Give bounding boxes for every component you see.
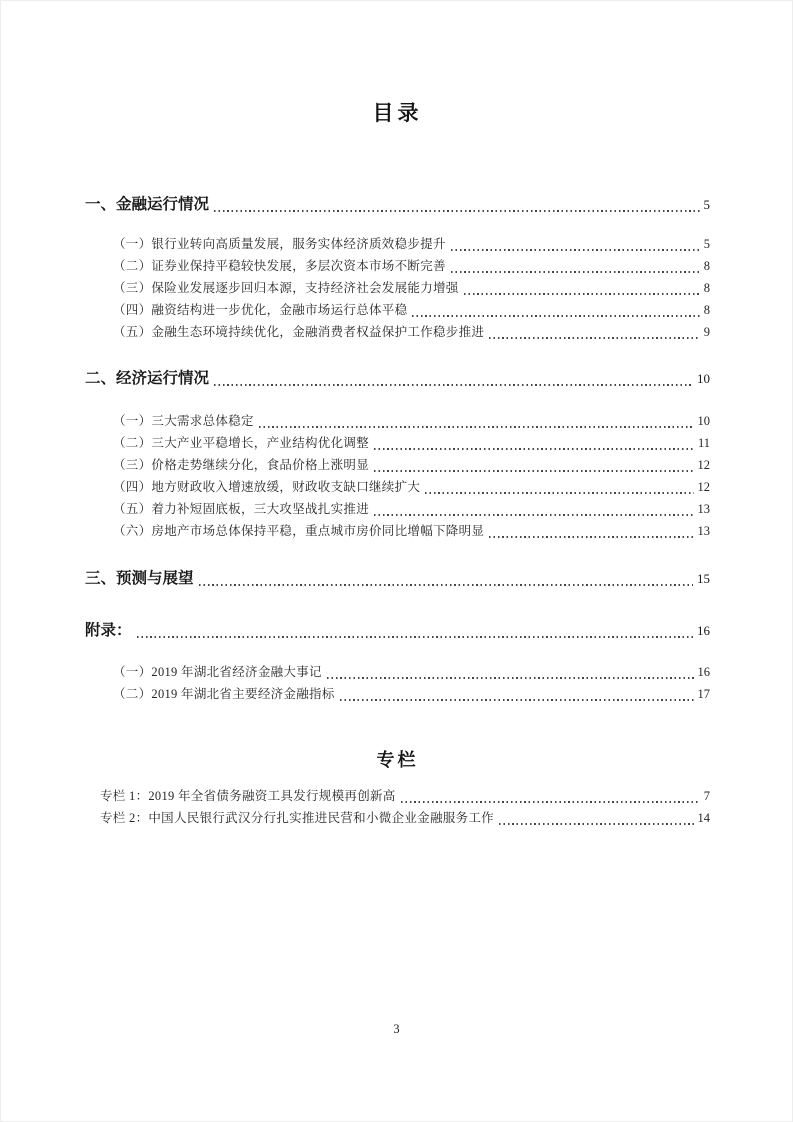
dot-leader <box>137 636 693 638</box>
columns-title: 专栏 <box>376 750 419 770</box>
toc-item-row[interactable] <box>113 476 710 498</box>
page-title: 目录 <box>372 102 423 125</box>
toc-section-items <box>85 410 710 542</box>
dot-leader <box>412 315 699 317</box>
toc-section-page: 5 <box>703 197 710 212</box>
dot-leader <box>401 801 700 803</box>
column-item-row[interactable] <box>100 785 710 807</box>
dot-leader <box>464 293 700 295</box>
toc-section-row[interactable] <box>85 568 710 590</box>
toc-item-row[interactable] <box>113 683 710 705</box>
dot-leader <box>327 677 694 679</box>
toc-item-page: 9 <box>703 325 710 339</box>
dot-leader <box>489 337 700 339</box>
toc-item-label: （一）三大需求总体稳定 <box>113 414 254 428</box>
toc-section-label: 附录： <box>85 622 132 639</box>
toc-item-label: （四）地方财政收入增速放缓，财政收支缺口继续扩大 <box>113 480 421 494</box>
dot-leader <box>340 699 694 701</box>
column-item-page: 7 <box>703 789 710 803</box>
toc-item-label: （二）证券业保持平稳较快发展，多层次资本市场不断完善 <box>113 259 446 273</box>
toc-section-label: 一、金融运行情况 <box>85 196 210 213</box>
toc-item-page: 17 <box>697 687 710 701</box>
toc-item-page: 11 <box>697 436 710 450</box>
toc-item-row[interactable] <box>113 410 710 432</box>
toc-section-page: 15 <box>697 571 710 586</box>
dot-leader <box>489 536 693 538</box>
dot-leader <box>425 492 693 494</box>
toc-item-page: 12 <box>697 458 710 472</box>
dot-leader <box>259 426 694 428</box>
toc-item-row[interactable] <box>113 277 710 299</box>
toc-item-row[interactable] <box>113 454 710 476</box>
dot-leader <box>499 823 694 825</box>
footer-page-number: 3 <box>393 1022 400 1036</box>
toc-item-page: 13 <box>697 524 710 538</box>
toc-item-label: （一）银行业转向高质量发展，服务实体经济质效稳步提升 <box>113 237 446 251</box>
toc-item-label: （二）三大产业平稳增长，产业结构优化调整 <box>113 436 370 450</box>
dot-leader <box>199 584 693 586</box>
toc-item-row[interactable] <box>113 520 710 542</box>
dot-leader <box>451 271 700 273</box>
dot-leader <box>374 470 693 472</box>
toc-item-page: 12 <box>697 480 710 494</box>
toc-section-page: 16 <box>697 623 710 638</box>
dot-leader <box>451 249 700 251</box>
toc-item-label: （六）房地产市场总体保持平稳，重点城市房价同比增幅下降明显 <box>113 524 485 538</box>
toc-item-row[interactable] <box>113 299 710 321</box>
toc-section-row[interactable] <box>85 194 710 216</box>
toc-item-row[interactable] <box>113 432 710 454</box>
toc-item-page: 8 <box>703 281 710 295</box>
toc-section-page: 10 <box>697 371 710 386</box>
toc-item-page: 5 <box>703 237 710 251</box>
column-item-label: 专栏 1：2019 年全省债务融资工具发行规模再创新高 <box>100 789 396 803</box>
toc-item-label: （二）2019 年湖北省主要经济金融指标 <box>113 687 335 701</box>
toc-item-row[interactable] <box>113 233 710 255</box>
toc-section-items <box>85 233 710 343</box>
toc-item-page: 16 <box>697 665 710 679</box>
toc-item-page: 8 <box>703 303 710 317</box>
toc-section-items <box>85 661 710 705</box>
toc-item-row[interactable] <box>113 321 710 343</box>
toc-section-row[interactable] <box>85 368 710 390</box>
toc-item-page: 13 <box>697 502 710 516</box>
dot-leader <box>214 384 693 386</box>
toc-item-row[interactable] <box>113 255 710 277</box>
toc-section-row[interactable] <box>85 620 710 642</box>
toc-item-label: （三）价格走势继续分化，食品价格上涨明显 <box>113 458 370 472</box>
toc-item-label: （五）着力补短固底板，三大攻坚战扎实推进 <box>113 502 370 516</box>
toc-item-label: （一）2019 年湖北省经济金融大事记 <box>113 665 322 679</box>
dot-leader <box>374 448 694 450</box>
columns-list <box>85 785 710 829</box>
toc-item-row[interactable] <box>113 661 710 683</box>
toc-item-row[interactable] <box>113 498 710 520</box>
toc-item-label: （四）融资结构进一步优化，金融市场运行总体平稳 <box>113 303 408 317</box>
dot-leader <box>214 210 699 212</box>
dot-leader <box>374 514 693 516</box>
toc-section-label: 三、预测与展望 <box>85 570 194 587</box>
toc-item-page: 10 <box>697 414 710 428</box>
toc-item-label: （三）保险业发展逐步回归本源，支持经济社会发展能力增强 <box>113 281 459 295</box>
toc-item-label: （五）金融生态环境持续优化，金融消费者权益保护工作稳步推进 <box>113 325 485 339</box>
toc-section-label: 二、经济运行情况 <box>85 370 210 387</box>
toc-item-page: 8 <box>703 259 710 273</box>
column-item-row[interactable] <box>100 807 710 829</box>
column-item-label: 专栏 2：中国人民银行武汉分行扎实推进民营和小微企业金融服务工作 <box>100 811 494 825</box>
column-item-page: 14 <box>697 811 710 825</box>
